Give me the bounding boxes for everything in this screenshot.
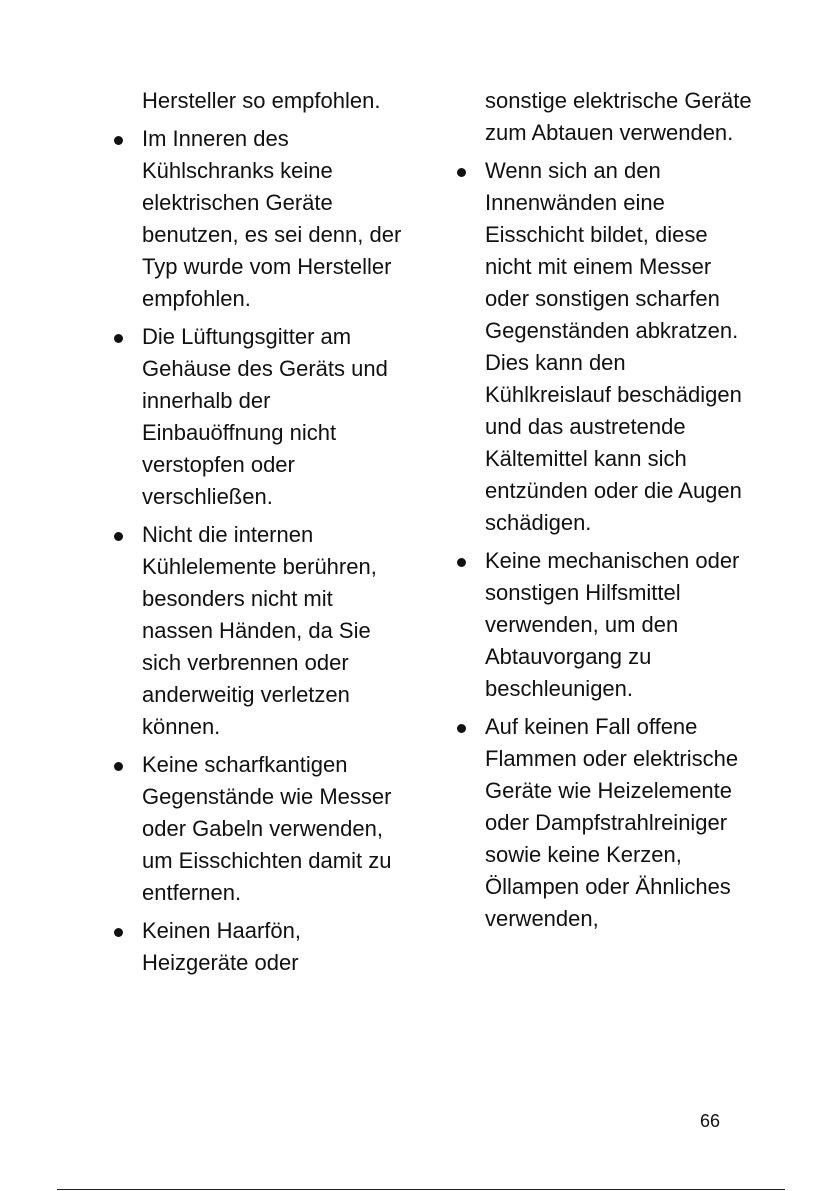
bullet-icon bbox=[457, 724, 466, 733]
list-item: Im Inneren des Kühlschranks keine elektrischen Geräte benutzen, es sei denn, der Typ wurde vom Hersteller empfohlen. bbox=[112, 123, 402, 315]
list-item: Keine scharfkantigen Gegenstände wie Messer oder Gabeln verwenden, um Eisschichten damit zu entfernen. bbox=[112, 749, 402, 909]
bullet-icon bbox=[114, 532, 123, 541]
bullet-icon bbox=[114, 334, 123, 343]
list-item: Auf keinen Fall offene Flammen oder elektrische Geräte wie Heizelemente oder Dampfstrahlreiniger sowie keine Kerzen, Öllampen oder Ähnliches verwenden, bbox=[455, 711, 755, 935]
list-item: Die Lüftungsgitter am Gehäuse des Geräts und innerhalb der Einbauöffnung nicht verstopfen oder verschließen. bbox=[112, 321, 402, 513]
left-continuation-text: Hersteller so empfohlen. bbox=[142, 88, 381, 113]
bullet-icon bbox=[114, 136, 123, 145]
footer-divider bbox=[57, 1189, 785, 1190]
bullet-icon bbox=[457, 558, 466, 567]
right-continuation-text: sonstige elektrische Geräte zum Abtauen verwenden. bbox=[485, 88, 752, 145]
bullet-icon bbox=[457, 168, 466, 177]
list-item: Keine mechanischen oder sonstigen Hilfsmittel verwenden, um den Abtauvorgang zu beschleunigen. bbox=[455, 545, 755, 705]
list-item: Wenn sich an den Innenwänden eine Eisschicht bildet, diese nicht mit einem Messer oder sonstigen scharfen Gegenständen abkratzen. Dies kann den Kühlkreislauf beschädigen und das austretende Kältemittel kann sich entzünden oder die Augen schädigen. bbox=[455, 155, 755, 539]
bullet-icon bbox=[114, 928, 123, 937]
left-column bbox=[112, 85, 402, 985]
list-item: Keinen Haarfön, Heizgeräte oder bbox=[112, 915, 402, 979]
right-column bbox=[455, 85, 755, 941]
bullet-icon bbox=[114, 762, 123, 771]
page-number: 66 bbox=[700, 1111, 721, 1131]
list-item: Nicht die internen Kühlelemente berühren, besonders nicht mit nassen Händen, da Sie sich verbrennen oder anderweitig verletzen können. bbox=[112, 519, 402, 743]
